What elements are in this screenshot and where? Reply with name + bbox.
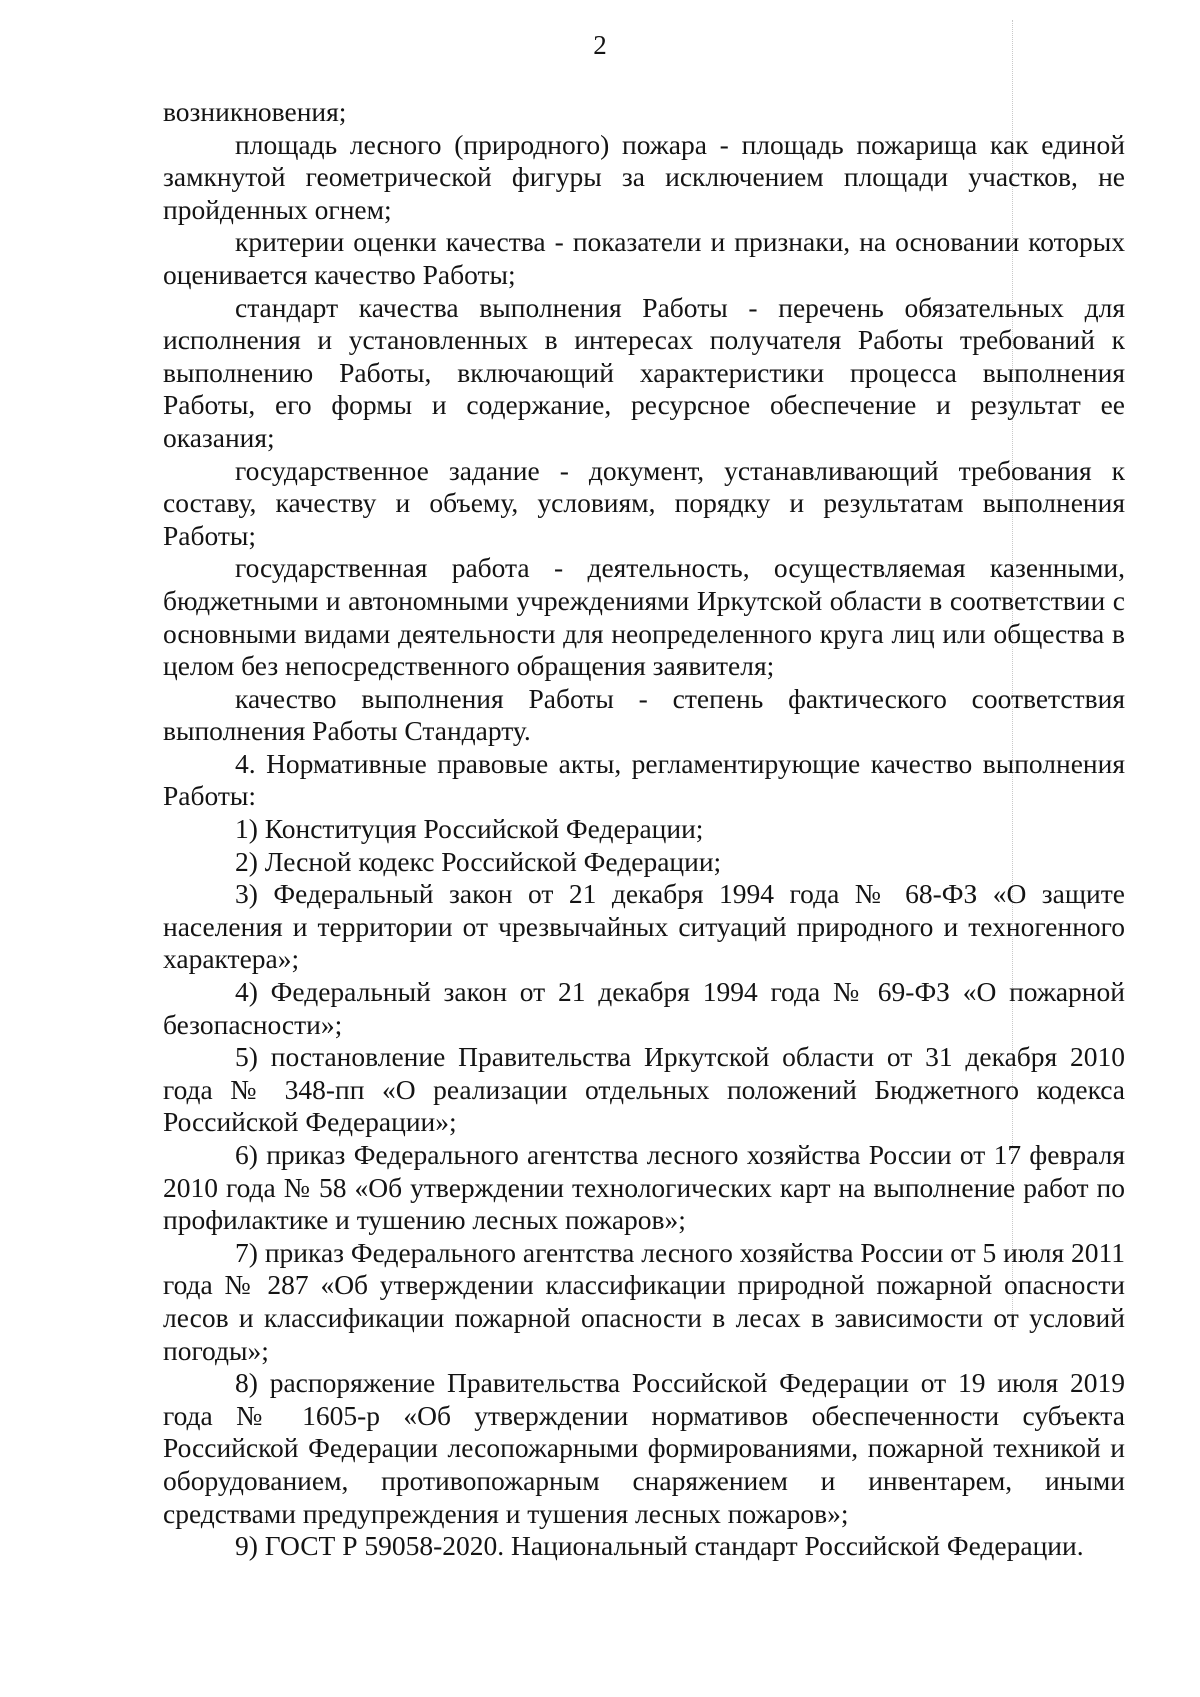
- list-item-6: 6) приказ Федерального агентства лесного хозяйства России от 17 февраля 2010 года № 58 «Об утверждении технологических карт на выполнение работ по профилактике и тушению лесных пожаров»;: [163, 1139, 1125, 1236]
- list-item-7: 7) приказ Федерального агентства лесного хозяйства России от 5 июля 2011 года № 287 «Об утверждении классификации природной пожарной опасности лесов и классификации пожарной опасности в лесах в зависимости от условий погоды»;: [163, 1236, 1125, 1366]
- paragraph-section-4-heading: 4. Нормативные правовые акты, регламентирующие качество выполнения Работы:: [163, 747, 1125, 812]
- paragraph-fire-area: площадь лесного (природного) пожара - площадь пожарища как единой замкнутой геометрической фигуры за исключением площади участков, не пройденных огнем;: [163, 128, 1125, 225]
- list-item-1: 1) Конституция Российской Федерации;: [235, 813, 704, 845]
- paragraph-state-work: государственная работа - деятельность, осуществляемая казенными, бюджетными и автономными учреждениями Иркутской области в соответствии с основными видами деятельности для неопределенного круга лиц или общества в целом без непосредственного обращения заявителя;: [163, 552, 1125, 682]
- paragraph-quality-standard: стандарт качества выполнения Работы - перечень обязательных для исполнения и установленных в интересах получателя Работы требований к выполнению Работы, включающий характеристики процесса выполнения Работы, его формы и содержание, ресурсное обеспечение и результат ее оказания;: [163, 291, 1125, 453]
- paragraph-quality-criteria: критерии оценки качества - показатели и признаки, на основании которых оценивается качество Работы;: [163, 226, 1125, 290]
- paragraph-state-assignment: государственное задание - документ, устанавливающий требования к составу, качеству и объему, условиям, порядку и результатам выполнения Работы;: [163, 454, 1125, 551]
- paragraph-definition-end: возникновения;: [163, 96, 347, 127]
- list-item-3: 3) Федеральный закон от 21 декабря 1994 года № 68-ФЗ «О защите населения и территории от чрезвычайных ситуаций природного и техногенного характера»;: [163, 878, 1125, 975]
- document-body: [163, 96, 1125, 1563]
- page-number: 2: [593, 30, 607, 60]
- paragraph-work-quality: качество выполнения Работы - степень фактического соответствия выполнения Работы Стандарту.: [163, 682, 1125, 747]
- list-item-8: 8) распоряжение Правительства Российской Федерации от 19 июля 2019 года № 1605-р «Об утверждении нормативов обеспеченности субъекта Российской Федерации лесопожарными формированиями, пожарной техникой и оборудованием, противопожарным снаряжением и инвентарем, иными средствами предупреждения и тушения лесных пожаров»;: [163, 1367, 1125, 1529]
- list-item-2: 2) Лесной кодекс Российской Федерации;: [235, 845, 722, 877]
- list-item-4: 4) Федеральный закон от 21 декабря 1994 года № 69-ФЗ «О пожарной безопасности»;: [163, 976, 1125, 1040]
- list-item-5: 5) постановление Правительства Иркутской области от 31 декабря 2010 года № 348-пп «О реализации отдельных положений Бюджетного кодекса Российской Федерации»;: [163, 1041, 1125, 1138]
- list-item-9: 9) ГОСТ Р 59058-2020. Национальный стандарт Российской Федерации.: [235, 1530, 1084, 1562]
